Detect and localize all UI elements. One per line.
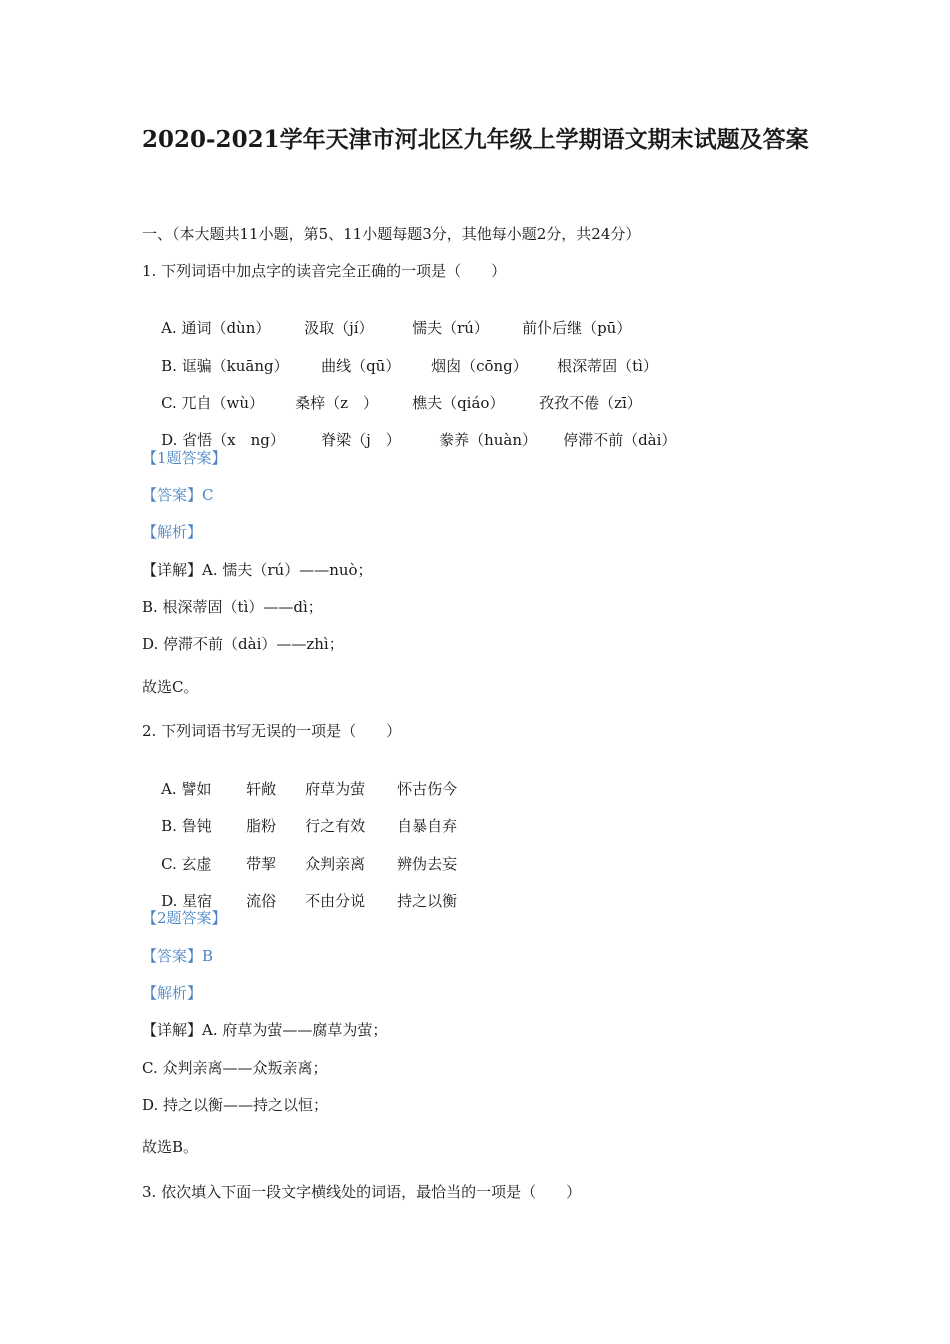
q1-a-item-1: A. 通词（dùn） [161, 319, 271, 337]
q1-d-item-4: 停滞不前（dài） [563, 431, 677, 449]
q2-c-item-1: C. 玄虚 [161, 855, 212, 873]
q2-b-item-1: B. 鲁钝 [161, 817, 212, 835]
q1-answer-text: 【答案】C [142, 486, 214, 504]
q1-c-item-1: C. 兀自（wù） [161, 394, 265, 412]
q1-analysis-tag: 【解析】 [142, 523, 203, 541]
q1-c-item-2: 桑梓（z ） [295, 394, 378, 412]
q2-c-item-2: 带挈 [246, 855, 277, 873]
q1-c-item-3: 樵夫（qiáo） [412, 394, 505, 412]
q2-answer-tag: 【2题答案】 [142, 909, 227, 927]
q1-d-item-1: D. 省悟（x ng） [161, 431, 285, 449]
q1-b-item-1: B. 诓骗（kuāng） [161, 357, 289, 375]
q1-a-item-4: 前仆后继（pū） [522, 319, 632, 337]
q1-a-item-2: 汲取（jí） [304, 319, 374, 337]
q2-a-item-2: 轩敞 [246, 780, 277, 798]
q2-c-item-3: 众判亲离 [305, 855, 366, 873]
q1-d-item-3: 豢养（huàn） [439, 431, 538, 449]
q2-b-item-2: 脂粉 [246, 817, 277, 835]
q2-answer [142, 946, 213, 966]
q2-analysis-tag: 【解析】 [142, 984, 203, 1002]
q1-answer [142, 485, 213, 505]
q1-detail-2: B. 根深蒂固（tì）——dì； [142, 598, 323, 616]
q2-c-item-4: 辨伪去妄 [397, 855, 458, 873]
q1-d-item-2: 脊梁（j ） [321, 431, 401, 449]
q1-b-item-4: 根深蒂固（tì） [557, 357, 658, 375]
q2-b-item-3: 行之有效 [305, 817, 366, 835]
q1-stem: 1. 下列词语中加点字的读音完全正确的一项是（ ） [142, 262, 507, 280]
q1-answer-tag: 【1题答案】 [142, 449, 227, 467]
q2-d-item-2: 流俗 [246, 892, 277, 910]
q3-stem: 3. 依次填入下面一段文字横线处的词语，最恰当的一项是（ ） [142, 1183, 582, 1201]
q2-d-item-3: 不由分说 [305, 892, 366, 910]
q1-b-item-2: 曲线（qū） [321, 357, 401, 375]
section-header: 一、（本大题共11小题，第5、11小题每题3分，其他每小题2分，共24分） [142, 225, 641, 243]
q2-stem: 2. 下列词语书写无误的一项是（ ） [142, 722, 402, 740]
q1-c-item-4: 孜孜不倦（zī） [539, 394, 642, 412]
q2-a-item-4: 怀古伤今 [397, 780, 458, 798]
q1-detail-3: D. 停滞不前（dài）——zhì； [142, 635, 344, 653]
q2-detail-2: C. 众判亲离——众叛亲离； [142, 1059, 328, 1077]
q1-b-item-3: 烟囱（cōng） [431, 357, 528, 375]
q2-a-item-3: 府草为萤 [305, 780, 366, 798]
document-title: 2020-2021学年天津市河北区九年级上学期语文期末试题及答案 [142, 126, 809, 153]
q2-b-item-4: 自暴自弃 [397, 817, 458, 835]
q1-a-item-3: 懦夫（rú） [412, 319, 489, 337]
q2-answer-text: 【答案】B [142, 947, 214, 965]
q2-conclusion: 故选B。 [142, 1138, 199, 1156]
q2-d-item-4: 持之以衡 [397, 892, 458, 910]
q1-detail-1: 【详解】A. 懦夫（rú）——nuò； [142, 561, 373, 579]
q2-detail-1: 【详解】A. 府草为萤——腐草为萤； [142, 1021, 388, 1039]
q2-d-item-1: D. 星宿 [161, 892, 213, 910]
q2-a-item-1: A. 譬如 [161, 780, 212, 798]
q1-conclusion: 故选C。 [142, 678, 199, 696]
q2-detail-3: D. 持之以衡——持之以恒； [142, 1096, 329, 1114]
